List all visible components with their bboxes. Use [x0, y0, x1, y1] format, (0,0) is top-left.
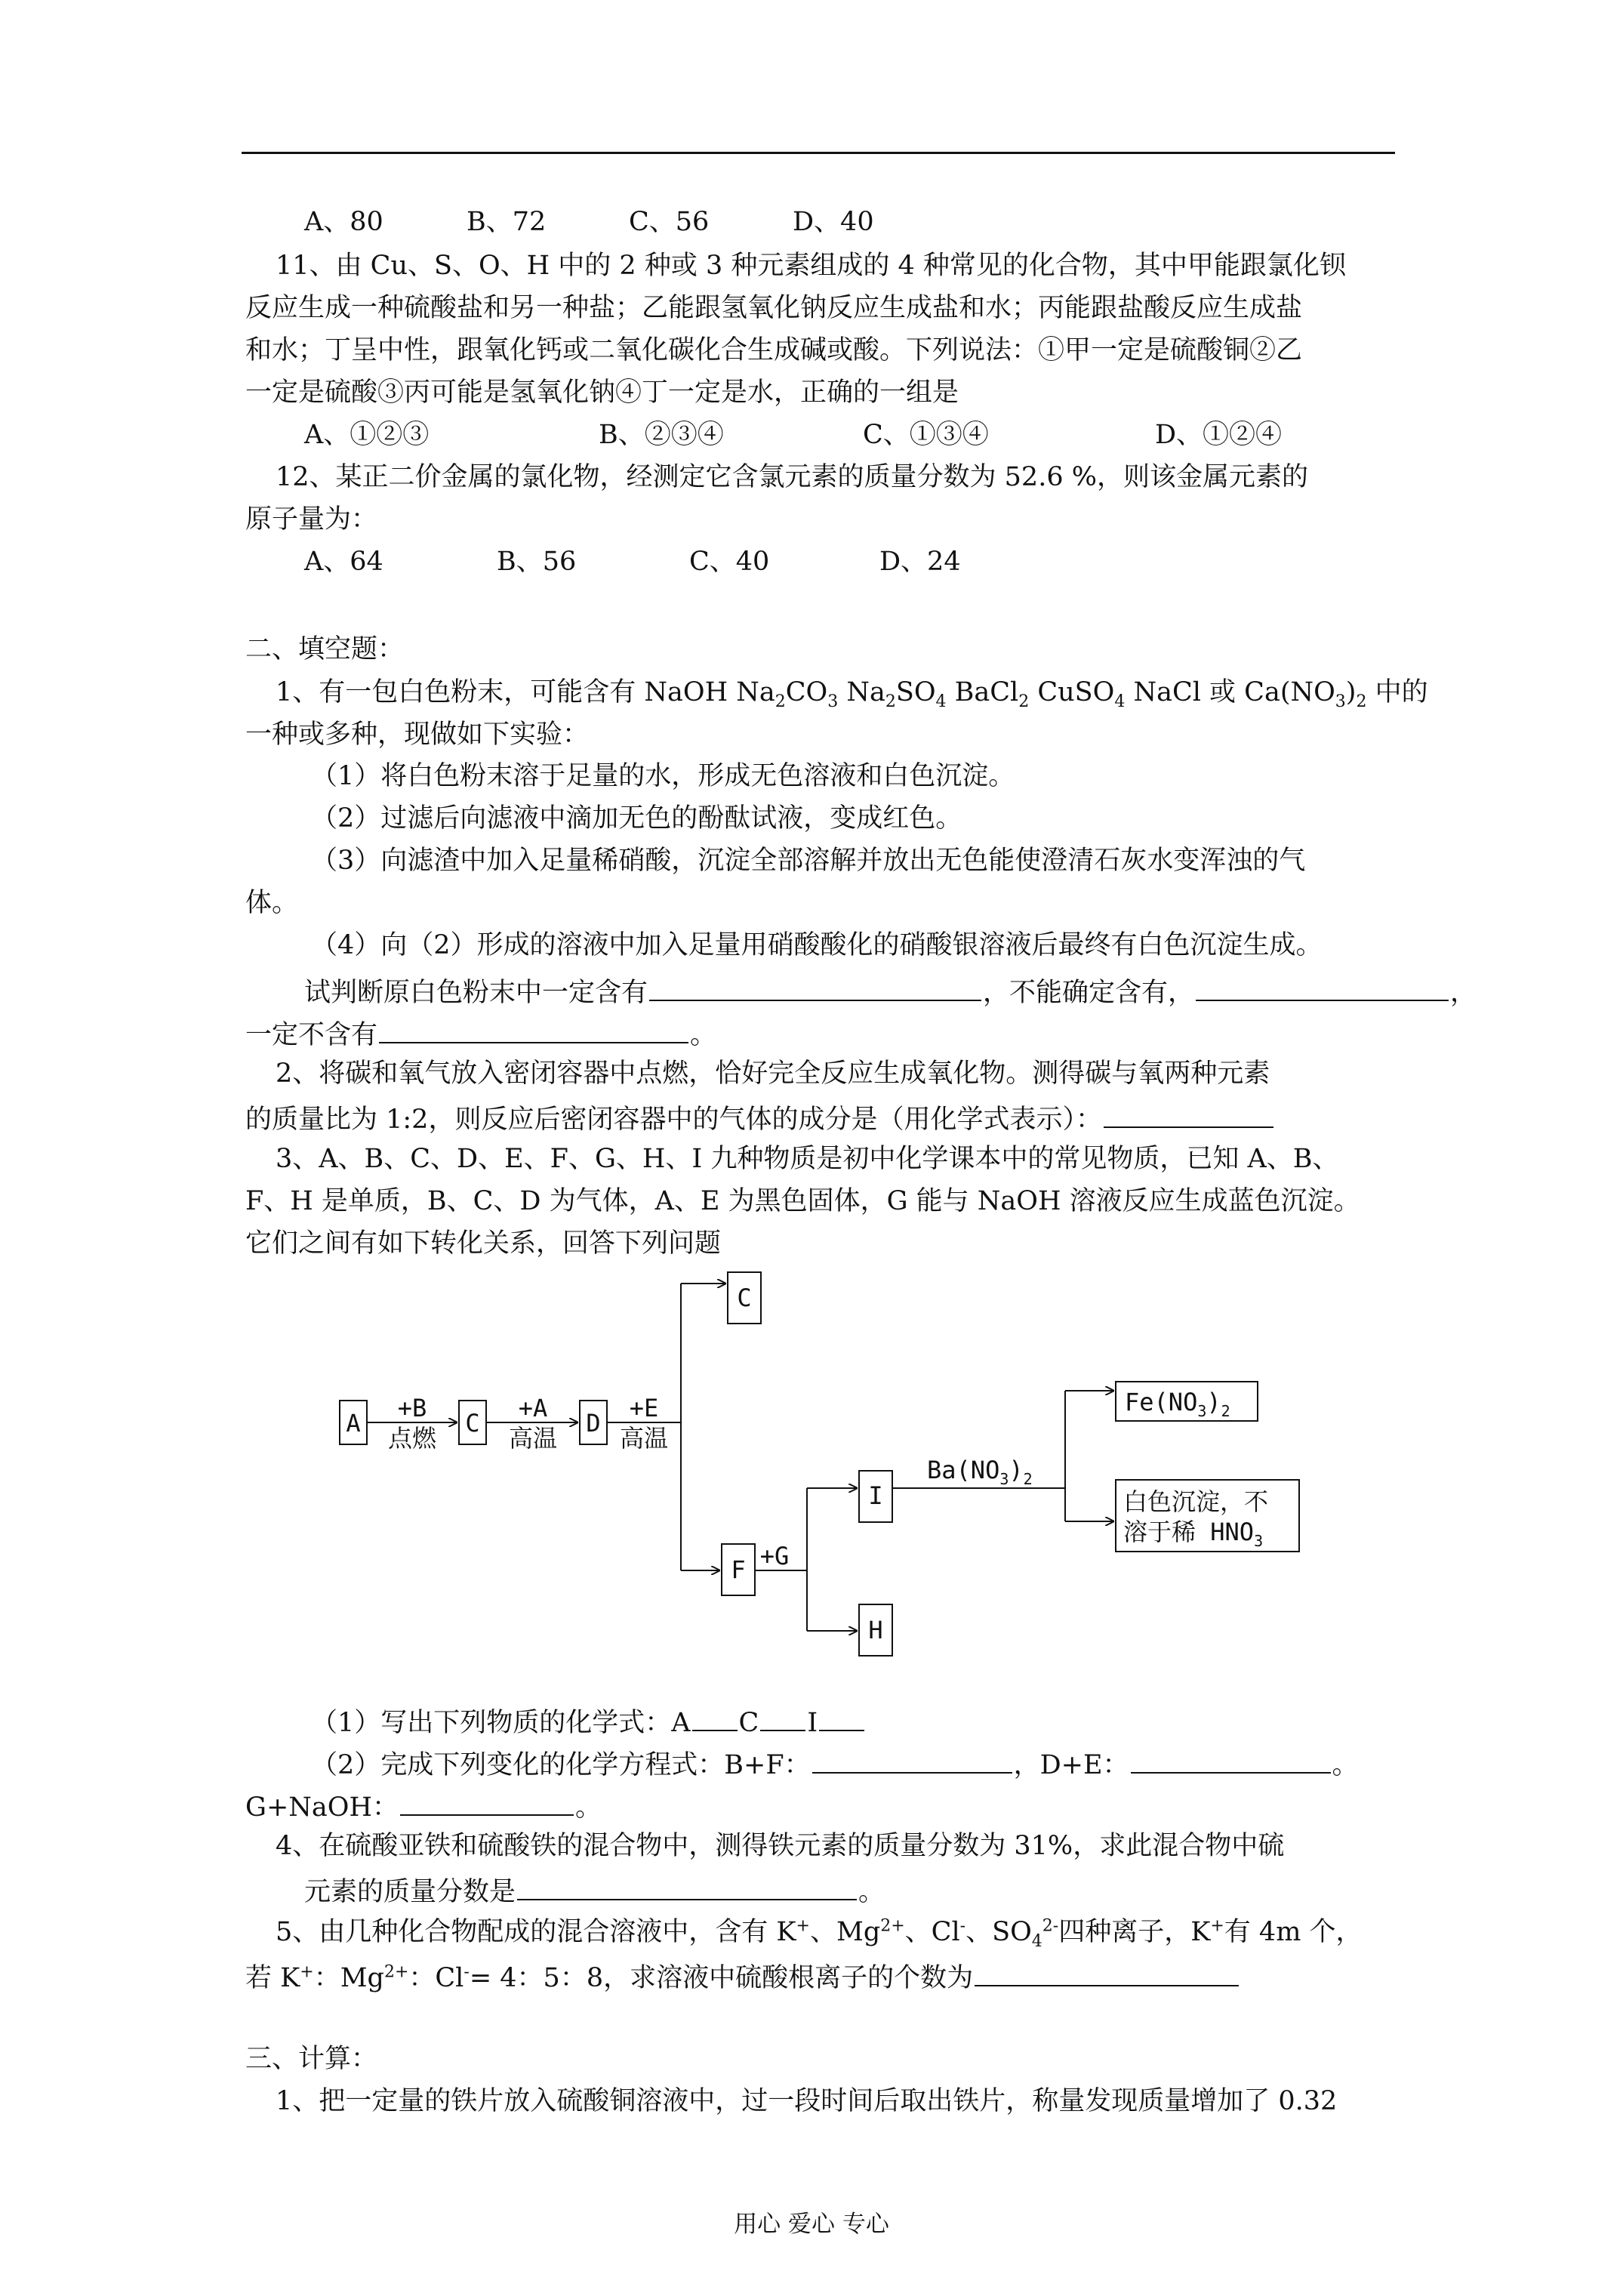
f1-step-1: （1）将白色粉末溶于足量的水，形成无色溶液和白色沉淀。: [311, 761, 1015, 791]
q12-option-a: A、64: [304, 547, 383, 577]
f3-line-3: 它们之间有如下转化关系，回答下列问题: [245, 1228, 722, 1259]
q11-option-c: C、①③④: [863, 420, 989, 450]
answer-blank-absent[interactable]: [379, 1015, 688, 1043]
q11-line-4: 一定是硫酸③丙可能是氢氧化钠④丁一定是水，正确的一组是: [245, 378, 959, 408]
answer-blank-c[interactable]: [760, 1703, 805, 1731]
q10-option-d: D、40: [793, 207, 874, 237]
answer-blank-gas[interactable]: [1104, 1099, 1273, 1128]
f1-step-3b: 体。: [245, 888, 299, 918]
f1-step-4: （4）向（2）形成的溶液中加入足量用硝酸酸化的硝酸银溶液后最终有白色沉淀生成。: [311, 930, 1323, 960]
f2-line-1: 2、将碳和氧气放入密闭容器中点燃，恰好完全反应生成氧化物。测得碳与氧两种元素: [276, 1059, 1270, 1089]
q12-line-1: 12、某正二价金属的氯化物，经测定它含氯元素的质量分数为 52.6 %，则该金属元素的: [276, 462, 1308, 492]
q12-option-b: B、56: [497, 547, 577, 577]
f3-question-2b: G+NaOH： 。: [245, 1787, 602, 1824]
label-plus-g: +G: [759, 1542, 790, 1570]
label-c: C: [465, 1409, 480, 1438]
label-a: A: [346, 1409, 361, 1438]
label-plus-e: +E: [629, 1394, 659, 1422]
label-f: F: [731, 1555, 746, 1584]
q11-line-3: 和水；丁呈中性，跟氧化钙或二氧化碳化合生成碱或酸。下列说法：①甲一定是硫酸铜②乙: [245, 335, 1303, 365]
c1-line-1: 1、把一定量的铁片放入硫酸铜溶液中，过一段时间后取出铁片，称量发现质量增加了 0.32: [276, 2086, 1338, 2116]
f1-step-2: （2）过滤后向滤液中滴加无色的酚酞试液，变成红色。: [311, 803, 962, 834]
answer-blank-de[interactable]: [1131, 1745, 1331, 1774]
label-h: H: [868, 1616, 883, 1644]
label-ba-no3: $Ba(NO_3)_2$: [927, 1456, 1033, 1488]
f3-question-2: （2）完成下列变化的化学方程式：B+F： ，D+E： 。: [311, 1745, 1359, 1782]
answer-blank-i[interactable]: [819, 1703, 864, 1731]
q10-option-a: A、80: [304, 207, 383, 237]
f1-line-2: 一种或多种，现做如下实验：: [245, 720, 590, 750]
q11-option-b: B、②③④: [599, 420, 724, 450]
answer-blank-bf[interactable]: [812, 1745, 1012, 1774]
page-footer: 用心 爱心 专心: [734, 2211, 889, 2238]
label-plus-a: +A: [518, 1394, 548, 1422]
section-2-title: 二、填空题：: [245, 634, 405, 664]
label-c-top: C: [737, 1284, 752, 1312]
f2-line-2: 的质量比为 1:2，则反应后密闭容器中的气体的成分是（用化学式表示）：: [245, 1099, 1275, 1136]
label-d: D: [586, 1409, 601, 1438]
f3-question-1: （1）写出下列物质的化学式：A C I: [311, 1703, 866, 1740]
label-ignite: 点燃: [387, 1424, 437, 1453]
f1-line-1: 1、有一包白色粉末，可能含有 NaOH $Na_2CO_3$ $Na_2SO_4$ BaCl$_2$ CuSO$_4$ NaCl 或 $Ca(NO_3)_2$ 中的: [276, 677, 1428, 711]
q12-option-c: C、40: [689, 547, 770, 577]
answer-blank-g-naoh[interactable]: [400, 1787, 574, 1816]
label-high-temp-1: 高温: [508, 1424, 558, 1453]
f4-line-1: 4、在硫酸亚铁和硫酸铁的混合物中，测得铁元素的质量分数为 31%，求此混合物中硫: [276, 1831, 1285, 1861]
q12-option-d: D、24: [879, 547, 961, 577]
label-white-precipitate: 白色沉淀，不: [1123, 1487, 1269, 1516]
f1-step-3a: （3）向滤渣中加入足量稀硝酸，沉淀全部溶解并放出无色能使澄清石灰水变浑浊的气: [311, 846, 1306, 876]
answer-blank-a[interactable]: [692, 1703, 738, 1731]
f5-line-1: 5、由几种化合物配成的混合溶液中，含有 K+、$Mg^{2+}$、Cl-、$SO_4^{2-}$四种离子，K+有 4m 个，: [276, 1916, 1363, 1951]
answer-blank-sulfur[interactable]: [517, 1872, 857, 1900]
answer-blank-certain[interactable]: [649, 972, 981, 1001]
conversion-diagram: [332, 1268, 1344, 1669]
label-fe-no3: $Fe(NO_3)_2$: [1125, 1388, 1230, 1420]
q11-line-2: 反应生成一种硫酸盐和另一种盐；乙能跟氢氧化钠反应生成盐和水；丙能跟盐酸反应生成盐: [245, 293, 1303, 323]
answer-blank-uncertain[interactable]: [1196, 972, 1449, 1001]
label-high-temp-2: 高温: [619, 1424, 669, 1453]
q10-option-b: B、72: [467, 207, 547, 237]
q11-option-d: D、①②④: [1155, 420, 1283, 450]
f4-line-2: 元素的质量分数是 。: [304, 1872, 885, 1909]
q10-option-c: C、56: [629, 207, 710, 237]
answer-blank-sulfate[interactable]: [975, 1958, 1239, 1986]
q11-option-a: A、①②③: [304, 420, 430, 450]
f1-judge-line: 试判断原白色粉末中一定含有 ，不能确定含有， ，: [304, 972, 1477, 1009]
header-rule: [242, 152, 1395, 154]
q12-line-2: 原子量为：: [245, 504, 378, 535]
q11-line-1: 11、由 Cu、S、O、H 中的 2 种或 3 种元素组成的 4 种常见的化合物，其中甲能跟氯化钡: [276, 251, 1346, 281]
f5-line-2: 若 K+：$Mg^{2+}$：Cl-= 4：5：8，求溶液中硫酸根离子的个数为: [245, 1958, 1240, 1995]
f3-line-2: F、H 是单质，B、C、D 为气体，A、E 为黑色固体，G 能与 NaOH 溶液反应生成蓝色沉淀。: [245, 1186, 1360, 1216]
f3-line-1: 3、A、B、C、D、E、F、G、H、I 九种物质是初中化学课本中的常见物质，已知 A、B、: [276, 1144, 1339, 1174]
label-insoluble-hno3: 溶于稀 $HNO_3$: [1123, 1518, 1264, 1550]
section-3-title: 三、计算：: [245, 2044, 378, 2074]
f1-judge-line-2: 一定不含有 。: [245, 1015, 716, 1052]
label-plus-b: +B: [397, 1394, 427, 1422]
label-i: I: [868, 1481, 883, 1510]
